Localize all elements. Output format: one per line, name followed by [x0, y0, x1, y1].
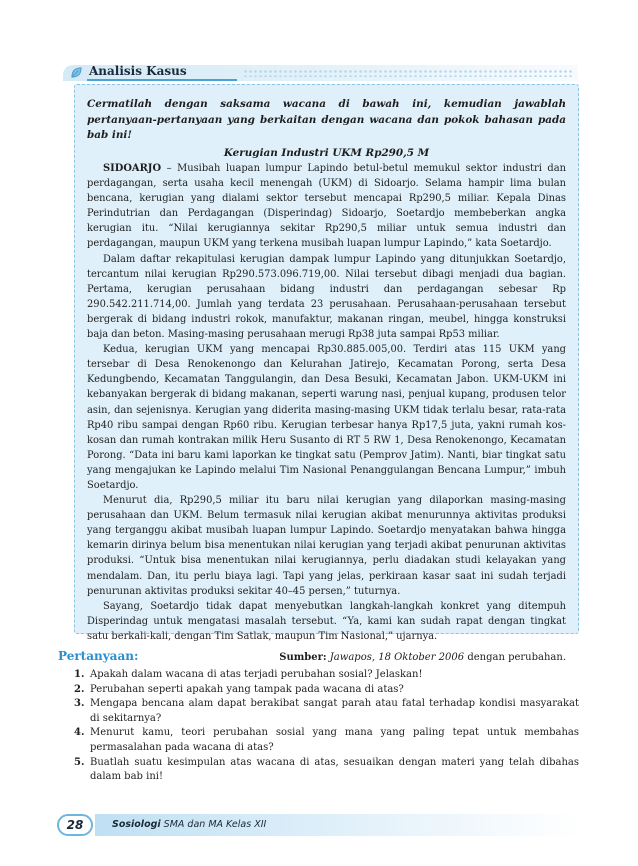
question-text: Perubahan seperti apakah yang tampak pada wacana di atas? — [90, 683, 404, 695]
article-paragraph: Dalam daftar rekapitulasi kerugian dampak lumpur Lapindo yang ditunjukkan Soetardjo, tercantum nilai kerugian Rp290.573.096.719,00. Nilai tersebut dibagi menjadi dua bagian. Pertama, kerugian perusahaan bidang industri dan perdagangan sebesar Rp 290.542.211.714,00. Jumlah yang terdata 23 perusahaan. Perusahaan-perusahaan tersebut bergerak di bidang industri rokok, manufaktur, makanan ringan, meubel, hingga konstruksi baja dan beton. Masing-masing perusahaan merugi Rp38 juta sampai Rp53 miliar. — [87, 253, 566, 341]
question-number: 3. — [74, 698, 85, 710]
leaf-icon — [70, 66, 83, 79]
question-number: 4. — [74, 727, 85, 739]
question-item — [74, 683, 579, 698]
article-title: Kerugian Industri UKM Rp290,5 M — [223, 146, 430, 159]
case-instructions: Cermatilah dengan saksama wacana di bawah ini, kemudian jawablah pertanyaan-pertanyaan yang berkaitan dengan wacana dan pokok bahasan pada bab ini! — [87, 98, 566, 141]
question-number: 2. — [74, 683, 85, 695]
question-number: 5. — [74, 756, 85, 768]
header-dot-pattern — [243, 69, 573, 77]
article-paragraph: Menurut dia, Rp290,5 miliar itu baru nilai kerugian yang dilaporkan masing-masing perusahaan dan UKM. Belum termasuk nilai kerugian akibat menurunnya aktivitas produksi yang terganggu akibat musibah luapan lumpur Lapindo. Soetardjo menyatakan bahwa hingga kemarin dirinya belum bisa menentukan nilai kerugian yang terjadi akibat penurunan aktivitas produksi. “Untuk bisa menentukan nilai kerugiannya, perlu diadakan studi kelayakan yang mendalam. Dan, itu perlu biaya lagi. Tapi yang jelas, perkiraan kasar saat ini sudah terjadi penurunan aktivitas produksi sekitar 40–45 persen,” tuturnya. — [87, 495, 566, 597]
article-source — [87, 650, 566, 665]
section-title: Analisis Kasus — [89, 64, 187, 78]
question-text: Buatlah suatu kesimpulan atas wacana di atas, sesuaikan dengan materi yang telah dibahas dalam bab ini! — [90, 756, 579, 783]
question-text: Apakah dalam wacana di atas terjadi perubahan sosial? Jelaskan! — [90, 669, 423, 680]
book-title — [112, 819, 266, 830]
question-text: Menurut kamu, teori perubahan sosial yang mana yang paling tepat untuk membahas permasalahan pada wacana di atas? — [90, 727, 579, 753]
article-paragraph-text: – Musibah luapan lumpur Lapindo betul-betul memukul sektor industri dan perdagangan, serta usaha kecil menengah (UKM) di Sidoarjo. Selama hampir lima bulan bencana, kerugian yang dialami sektor tersebut mencapai Rp290,5 miliar. Kepala Dinas Perindutrian dan Perdagangan (Disperindag) Sidoarjo, Soetardjo membeberkan angka kerugian itu. “Nilai kerugiannya sekitar Rp290,5 miliar untuk semua industri dan perdagangan, maupun UKM yang terkena musibah luapan lumpur Lapindo,” kata Soetardjo. — [87, 163, 566, 250]
section-header — [63, 62, 578, 82]
question-number: 1. — [74, 669, 85, 680]
source-note: dengan perubahan. — [467, 652, 566, 663]
source-label: Sumber: — [279, 652, 327, 663]
question-item — [74, 668, 579, 683]
question-item — [74, 756, 579, 785]
page-number: 28 — [57, 814, 93, 836]
question-text: Mengapa bencana alam dapat berakibat sangat parah atau fatal terhadap kondisi masyarakat di sekitarnya? — [90, 698, 579, 724]
article-paragraph: Sayang, Soetardjo tidak dapat menyebutkan langkah-langkah konkret yang ditempuh Disperindag untuk mengatasi masalah tersebut. “Ya, kami kan sudah rapat dengan tingkat satu berkali-kali, dengan Tim Satlak, maupun Tim Nasional,” ujarnya. — [87, 600, 566, 642]
book-subject: Sosiologi — [112, 819, 161, 830]
book-level: SMA dan MA Kelas XII — [160, 819, 267, 830]
question-item — [74, 726, 579, 755]
dateline-place: SIDOARJO — [103, 163, 162, 174]
questions-list — [74, 668, 579, 785]
article-paragraph: Kedua, kerugian UKM yang mencapai Rp30.885.005,00. Terdiri atas 115 UKM yang tersebar di Desa Renokenongo dan Kelurahan Jatirejo, Kecamatan Porong, serta Desa Kedungbendo, Kecamatan Tanggulangin, dan Desa Besuki, Kecamatan Jabon. UKM-UKM ini kebanyakan bergerak di bidang makanan, seperti warung nasi, penjual kupang, produsen telor asin, dan sejenisnya. Kerugian yang diderita masing-masing UKM tidak terlalu besar, rata-rata Rp40 ribu sampai dengan Rp60 ribu. Kerugian terbesar hanya Rp17,5 juta, yakni rumah kos-kosan dan rumah kontrakan milik Heru Susanto di RT 5 RW 1, Desa Renokenongo, Kecamatan Porong. “Data ini baru kami laporkan ke tingkat satu (Pemprov Jatim). Nanti, biar tingkat satu yang mengajukan ke Lapindo melalui Tim Nasional Penanggulangan Bencana Lumpur,” imbuh Soetardjo. — [87, 344, 566, 491]
source-publication: Jawapos, 18 Oktober 2006 — [329, 652, 465, 663]
section-title-underline — [87, 79, 237, 81]
case-study-box — [74, 84, 579, 663]
questions-heading: Pertanyaan: — [58, 649, 139, 663]
article-paragraph — [87, 161, 566, 252]
question-item — [74, 697, 579, 726]
